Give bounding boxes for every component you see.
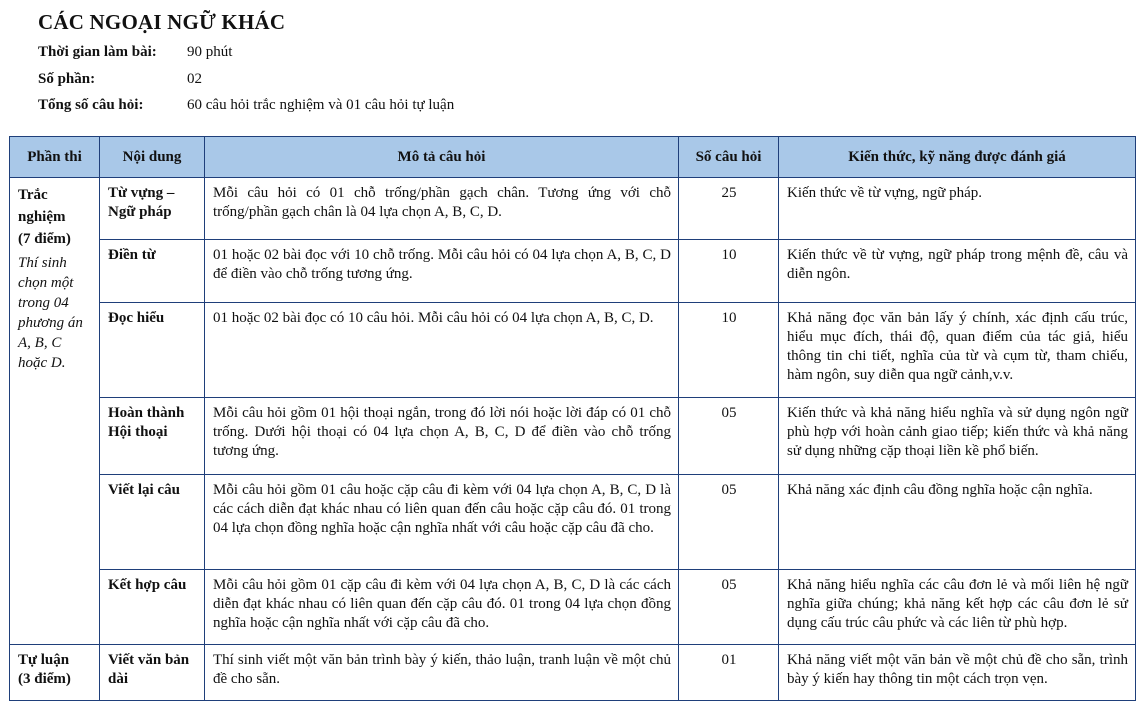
content-cell: Viết văn bản dài (100, 645, 205, 701)
description-cell: 01 hoặc 02 bài đọc với 10 chỗ trống. Mỗi câu hỏi có 04 lựa chọn A, B, C, D để điền vào chỗ trống tương ứng. (205, 240, 679, 303)
description-cell: Mỗi câu hỏi gồm 01 câu hoặc cặp câu đi kèm với 04 lựa chọn A, B, C, D là các cách diễn đạt khác nhau có liên quan đến câu hoặc cặp câu đó. 01 trong 04 lựa chọn đồng nghĩa hoặc cận nghĩa nhất với câu hoặc cặp câu đã cho. (205, 475, 679, 570)
content-cell: Viết lại câu (100, 475, 205, 570)
table-row (10, 645, 1136, 701)
table-header-row (10, 137, 1136, 178)
column-header: Kiến thức, kỹ năng được đánh giá (779, 137, 1136, 178)
meta-label: Tổng số câu hỏi: (38, 97, 144, 113)
count-cell: 01 (679, 645, 779, 701)
section-score: (7 điểm) (18, 231, 71, 247)
section-cell-essay (10, 645, 100, 701)
content-cell: Đọc hiểu (100, 303, 205, 398)
column-header: Mô tả câu hỏi (205, 137, 679, 178)
column-header: Nội dung (100, 137, 205, 178)
meta-value: 90 phút (187, 44, 233, 60)
count-cell: 05 (679, 398, 779, 475)
section-score: (3 điểm) (18, 671, 71, 687)
section-note: Thí sinh chọn một trong 04 phương án A, B, C hoặc D. (18, 255, 83, 371)
description-cell: Mỗi câu hỏi gồm 01 cặp câu đi kèm với 04 lựa chọn A, B, C, D là các cách diễn đạt khác nhau có liên quan đến cặp câu đó. 01 trong 04 lựa chọn đồng nghĩa hoặc cận nghĩa nhất với cặp câu đã cho. (205, 570, 679, 645)
skill-cell: Kiến thức về từ vựng, ngữ pháp trong mệnh đề, câu và diễn ngôn. (779, 240, 1136, 303)
skill-cell: Khả năng hiểu nghĩa các câu đơn lẻ và mối liên hệ ngữ nghĩa giữa chúng; khả năng kết hợp các câu đơn lẻ sử dụng cấu trúc câu phức và các liên từ phù hợp. (779, 570, 1136, 645)
description-cell: Mỗi câu hỏi gồm 01 hội thoại ngắn, trong đó lời nói hoặc lời đáp có 01 chỗ trống. Dưới hội thoại có 04 lựa chọn A, B, C, D để điền vào chỗ trống tương ứng. (205, 398, 679, 475)
content-cell: Từ vựng – Ngữ pháp (100, 178, 205, 240)
count-cell: 10 (679, 303, 779, 398)
section-cell-multiple-choice (10, 178, 100, 645)
description-cell: Thí sinh viết một văn bản trình bày ý kiến, thảo luận, tranh luận về một chủ đề cho sẵn. (205, 645, 679, 701)
content-cell: Điền từ (100, 240, 205, 303)
meta-label: Số phần: (38, 71, 96, 87)
column-header: Phần thi (10, 137, 100, 178)
table-row (10, 475, 1136, 570)
table-row (10, 178, 1136, 240)
content-cell: Hoàn thành Hội thoại (100, 398, 205, 475)
skill-cell: Khả năng viết một văn bản về một chủ đề cho sẵn, trình bày ý kiến hay thông tin một cách trọn vẹn. (779, 645, 1136, 701)
exam-structure-table (9, 136, 1136, 701)
column-header: Số câu hỏi (679, 137, 779, 178)
skill-cell: Khả năng đọc văn bản lấy ý chính, xác định cấu trúc, hiểu mục đích, thái độ, quan điểm của tác giả, hiểu thông tin chi tiết, nghĩa của từ và cụm từ, tham chiếu, hàm ngôn, suy diễn qua ngữ cảnh,v.v. (779, 303, 1136, 398)
count-cell: 25 (679, 178, 779, 240)
count-cell: 10 (679, 240, 779, 303)
page-title: CÁC NGOẠI NGỮ KHÁC (38, 10, 286, 34)
table-row (10, 303, 1136, 398)
table-row (10, 398, 1136, 475)
table-row (10, 570, 1136, 645)
table-row (10, 240, 1136, 303)
skill-cell: Kiến thức về từ vựng, ngữ pháp. (779, 178, 1136, 240)
skill-cell: Khả năng xác định câu đồng nghĩa hoặc cận nghĩa. (779, 475, 1136, 570)
count-cell: 05 (679, 475, 779, 570)
count-cell: 05 (679, 570, 779, 645)
description-cell: Mỗi câu hỏi có 01 chỗ trống/phần gạch chân. Tương ứng với chỗ trống/phần gạch chân là 04 lựa chọn A, B, C, D. (205, 178, 679, 240)
section-name: Trắc nghiệm (18, 187, 66, 225)
meta-label: Thời gian làm bài: (38, 44, 157, 60)
skill-cell: Kiến thức và khả năng hiểu nghĩa và sử dụng ngôn ngữ phù hợp với hoàn cảnh giao tiếp; kiến thức và khả năng sử dụng những cặp thoại liền kề phổ biến. (779, 398, 1136, 475)
section-name: Tự luận (18, 652, 70, 668)
description-cell: 01 hoặc 02 bài đọc có 10 câu hỏi. Mỗi câu hỏi có 04 lựa chọn A, B, C, D. (205, 303, 679, 398)
content-cell: Kết hợp câu (100, 570, 205, 645)
meta-value: 60 câu hỏi trắc nghiệm và 01 câu hỏi tự luận (187, 97, 455, 113)
meta-value: 02 (187, 71, 202, 87)
